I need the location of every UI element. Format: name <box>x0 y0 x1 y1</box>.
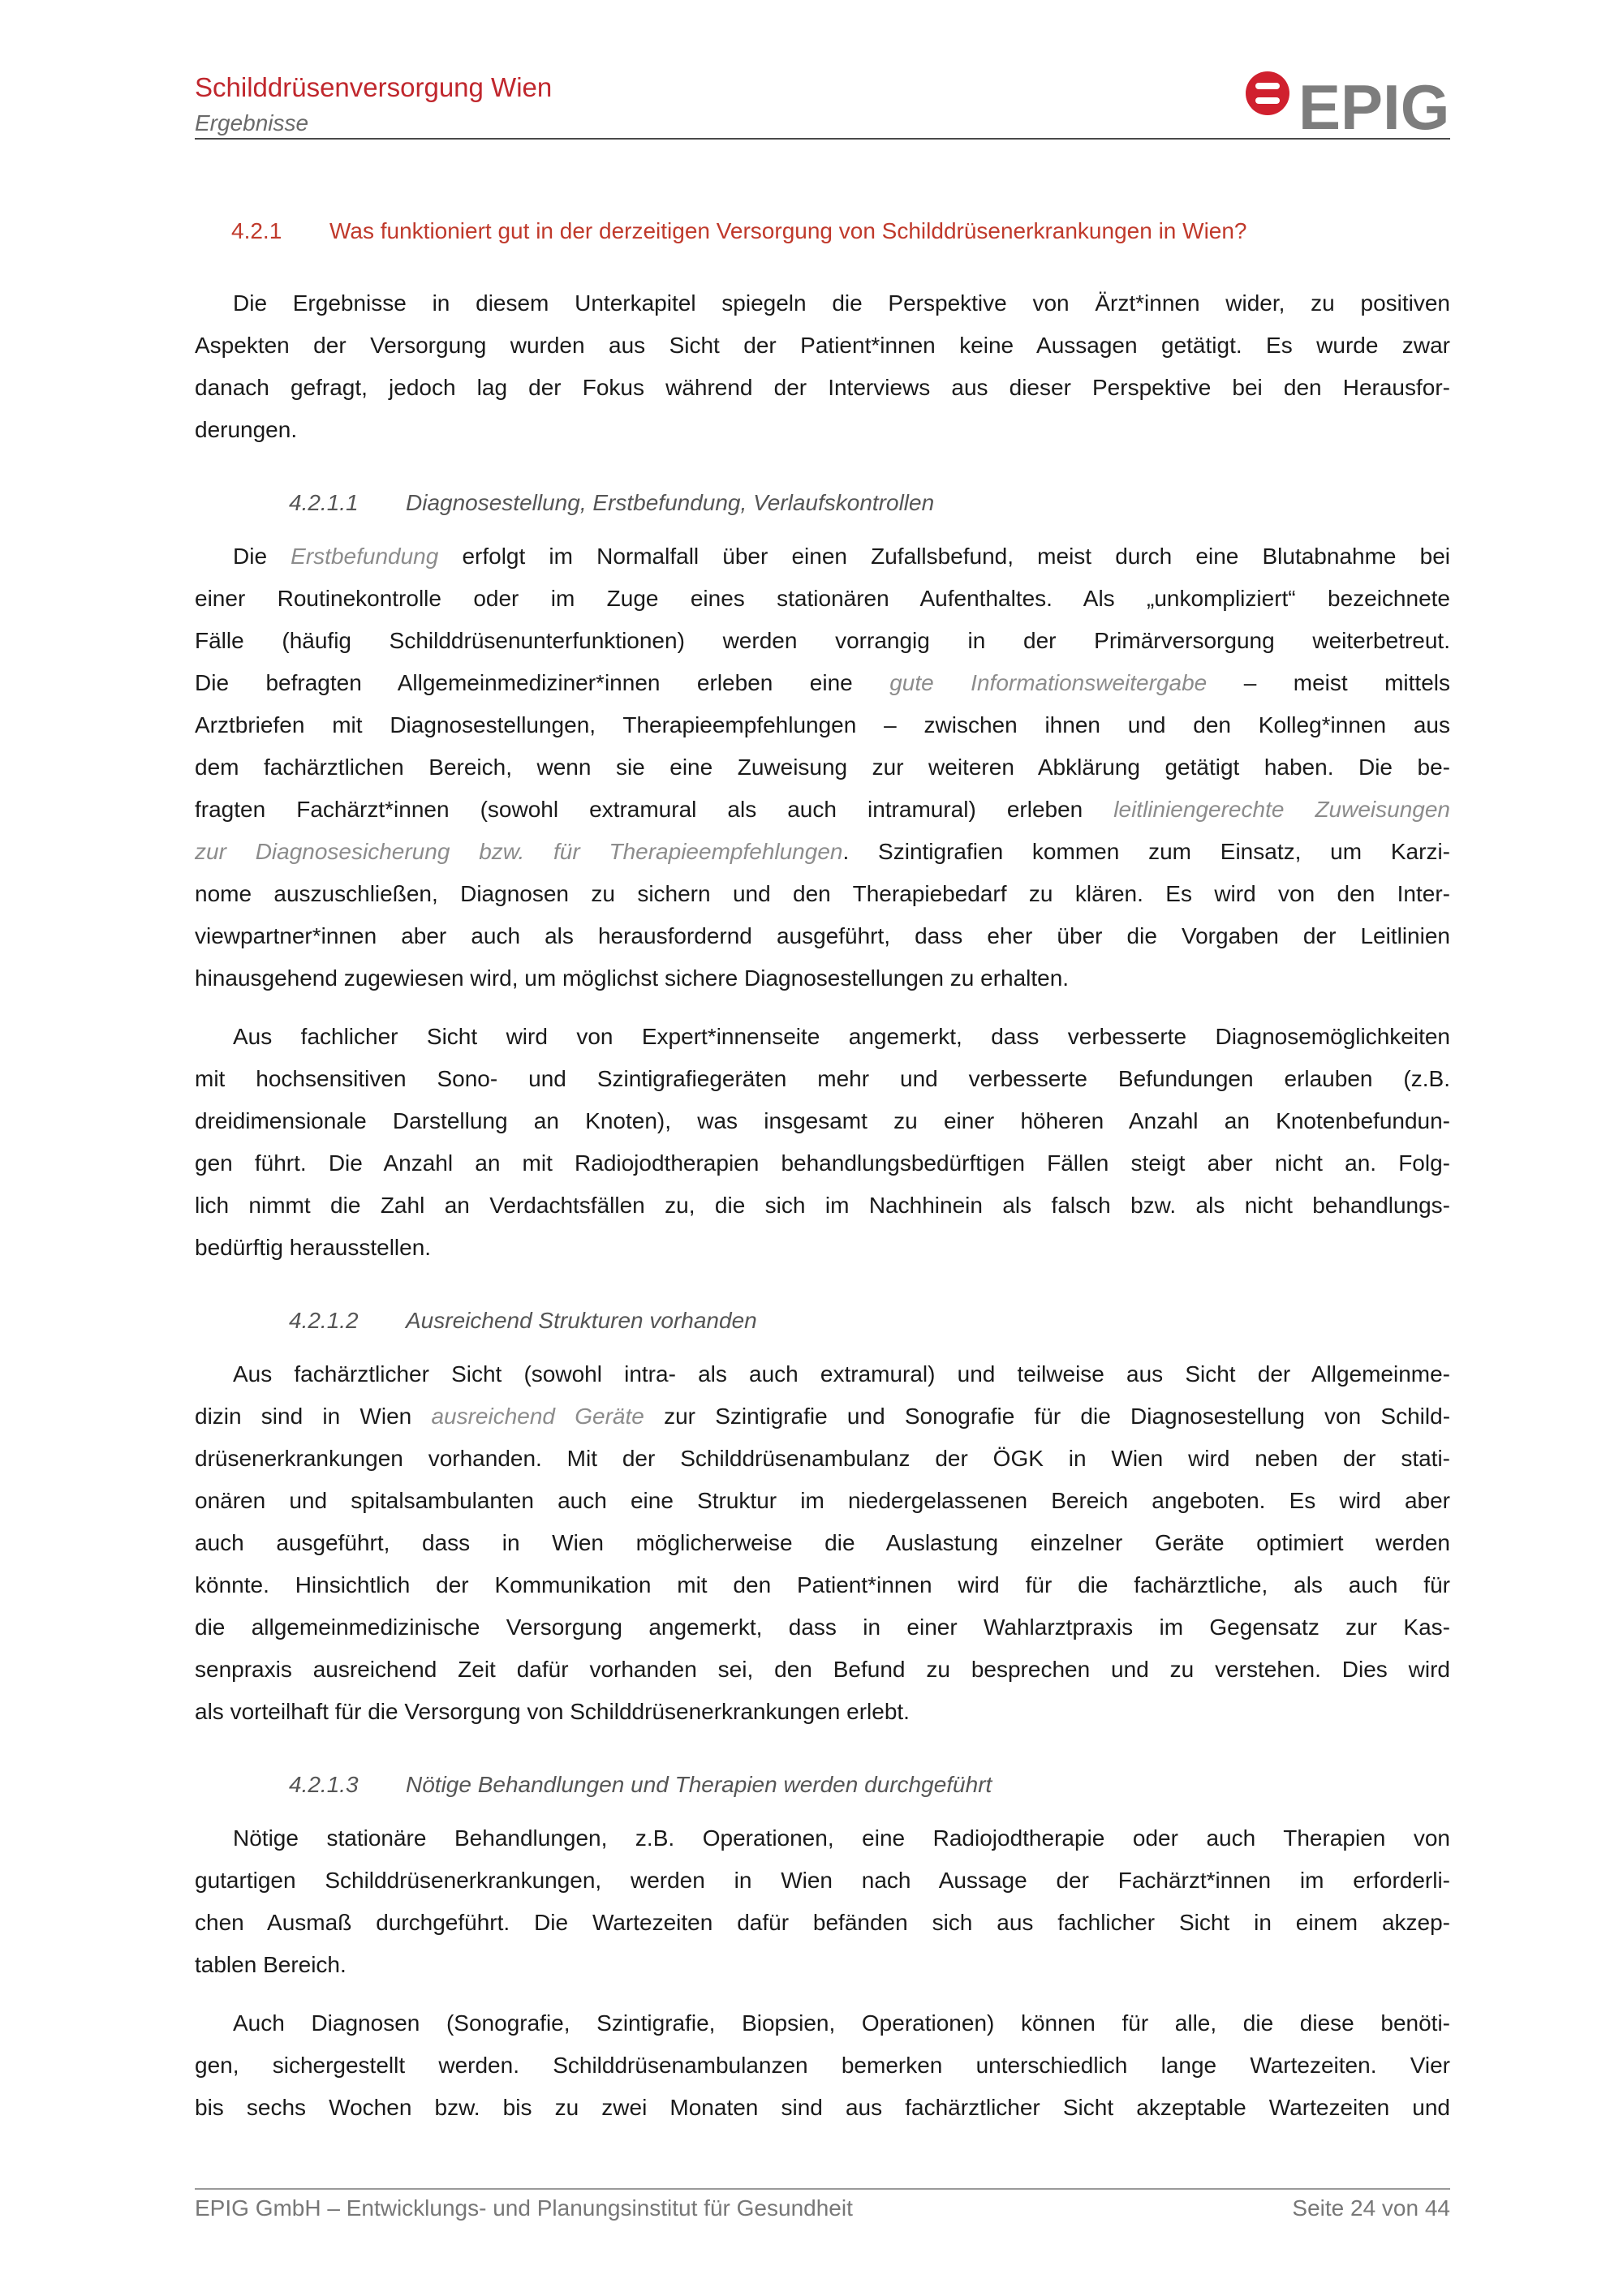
heading-number: 4.2.1 <box>231 218 282 243</box>
paragraph-line <box>195 1058 1450 1100</box>
text-run: . Szintigrafien kommen zum Einsatz, um Karzi- <box>842 839 1450 864</box>
text-run: fragten Fachärzt*innen (sowohl extramural als auch intramural) erleben <box>195 797 1114 822</box>
paragraph-line <box>195 1522 1450 1564</box>
paragraph-line <box>195 367 1450 409</box>
text-run: erfolgt im Normalfall über einen Zufallsbefund, meist durch eine Blutabnahme bei <box>438 544 1451 569</box>
epig-logo <box>1238 63 1453 138</box>
text-run: gen führt. Die Anzahl an mit Radiojodtherapien behandlungsbedürftigen Fällen steigt aber nicht an. Folg- <box>195 1150 1450 1176</box>
heading-title: Was funktioniert gut in der derzeitigen Versorgung von Schilddrüsenerkrankungen in Wien? <box>329 218 1247 243</box>
paragraph-line <box>195 325 1450 367</box>
text-run: als vorteilhaft für die Versorgung von Schilddrüsenerkrankungen erlebt. <box>195 1699 910 1724</box>
logo-wordmark: EPIG <box>1298 71 1450 138</box>
paragraph-line <box>195 1944 1450 1986</box>
paragraph-line <box>195 831 1450 873</box>
paragraph-line <box>195 1564 1450 1606</box>
paragraph-line <box>195 1142 1450 1185</box>
paragraph <box>195 1817 1450 1986</box>
text-run: Aus fachärztlicher Sicht (sowohl intra- als auch extramural) und teilweise aus Sicht der Allgemeinme- <box>233 1361 1450 1387</box>
text-run: viewpartner*innen aber auch als herausfordernd ausgeführt, dass eher über die Vorgaben der Leitlinien <box>195 923 1450 948</box>
section-heading <box>195 210 1450 252</box>
paragraph <box>195 282 1450 451</box>
highlighted-term: gute Informationsweitergabe <box>889 670 1208 695</box>
highlighted-term: ausreichend Geräte <box>431 1404 644 1429</box>
subsection-heading <box>195 1764 1450 1806</box>
text-run: hinausgehend zugewiesen wird, um möglichst sichere Diagnosestellungen zu erhalten. <box>195 965 1070 991</box>
text-run: zur Szintigrafie und Sonografie für die Diagnosestellung von Schild- <box>644 1404 1451 1429</box>
paragraph-line <box>195 409 1450 451</box>
paragraph-line <box>195 1817 1450 1860</box>
heading-number: 4.2.1.3 <box>289 1772 359 1797</box>
text-run: bedürftig herausstellen. <box>195 1235 432 1260</box>
paragraph-line <box>195 1438 1450 1480</box>
paragraph-line <box>195 1860 1450 1902</box>
paragraph-line <box>195 957 1450 1000</box>
text-run: tablen Bereich. <box>195 1952 347 1977</box>
page-number: Seite 24 von 44 <box>1292 2195 1450 2221</box>
paragraph-line <box>195 282 1450 325</box>
paragraph <box>195 1353 1450 1733</box>
paragraph-line <box>195 2044 1450 2087</box>
text-run: mit hochsensitiven Sono- und Szintigrafiegeräten mehr und verbesserte Befundungen erlauben (z.B. <box>195 1066 1450 1091</box>
footer-organization: EPIG GmbH – Entwicklungs- und Planungsinstitut für Gesundheit <box>195 2195 853 2221</box>
text-run: gen, sichergestellt werden. Schilddrüsenambulanzen bemerken unterschiedlich lange Wartezeiten. Vier <box>195 2053 1450 2078</box>
highlighted-term: zur Diagnosesicherung bzw. für Therapieempfehlungen <box>195 839 843 864</box>
text-run: onären und spitalsambulanten auch eine Struktur im niedergelassenen Bereich angeboten. Es wird aber <box>195 1488 1450 1513</box>
highlighted-term: leitliniengerechte Zuweisungen <box>1113 797 1451 822</box>
text-run: die allgemeinmedizinische Versorgung angemerkt, dass in einer Wahlarztpraxis im Gegensatz zur Kas- <box>195 1615 1450 1640</box>
subsection-heading <box>195 1300 1450 1342</box>
paragraph-line <box>195 704 1450 746</box>
main-content <box>195 210 1450 2129</box>
paragraph-line <box>195 1100 1450 1142</box>
chapter-subtitle: Ergebnisse <box>195 110 309 135</box>
text-run: Die Ergebnisse in diesem Unterkapitel spiegeln die Perspektive von Ärzt*innen wider, zu positiven <box>233 290 1450 316</box>
heading-title: Diagnosestellung, Erstbefundung, Verlaufskontrollen <box>406 490 935 515</box>
paragraph-line <box>195 2002 1450 2044</box>
text-run: danach gefragt, jedoch lag der Fokus während der Interviews aus dieser Perspektive bei den Herausfor- <box>195 375 1450 400</box>
text-run: bis sechs Wochen bzw. bis zu zwei Monaten sind aus fachärztlicher Sicht akzeptable Wartezeiten und <box>195 2095 1450 2120</box>
heading-number: 4.2.1.2 <box>289 1308 359 1333</box>
paragraph-line <box>195 620 1450 662</box>
paragraph-line <box>195 1606 1450 1649</box>
footer-divider <box>195 2188 1450 2190</box>
text-run: Auch Diagnosen (Sonografie, Szintigrafie, Biopsien, Operationen) können für alle, die diese benöti- <box>233 2010 1450 2036</box>
text-run: Arztbriefen mit Diagnosestellungen, Therapieempfehlungen – zwischen ihnen und den Kolleg*innen aus <box>195 712 1450 737</box>
paragraph-line <box>195 578 1450 620</box>
text-run: senpraxis ausreichend Zeit dafür vorhanden sei, den Befund zu besprechen und zu verstehen. Dies wird <box>195 1657 1450 1682</box>
paragraph <box>195 535 1450 1000</box>
epig-logo-icon <box>1246 71 1289 115</box>
document-title: Schilddrüsenversorgung Wien <box>195 72 553 102</box>
text-run: Aus fachlicher Sicht wird von Expert*innenseite angemerkt, dass verbesserte Diagnosemöglichkeiten <box>233 1024 1450 1049</box>
text-run: dem fachärztlichen Bereich, wenn sie eine Zuweisung zur weiteren Abklärung getätigt haben. Die be- <box>195 755 1450 780</box>
paragraph-line <box>195 873 1450 915</box>
header-divider <box>195 138 1450 140</box>
paragraph-line <box>195 1691 1450 1733</box>
text-run: – meist mittels <box>1207 670 1451 695</box>
text-run: lich nimmt die Zahl an Verdachtsfällen zu, die sich im Nachhinein als falsch bzw. als nicht behandlungs- <box>195 1193 1450 1218</box>
paragraph-line <box>195 2087 1450 2129</box>
paragraph-line <box>195 1480 1450 1522</box>
text-run: Nötige stationäre Behandlungen, z.B. Operationen, eine Radiojodtherapie oder auch Therapien von <box>233 1825 1450 1851</box>
text-run: Aspekten der Versorgung wurden aus Sicht der Patient*innen keine Aussagen getätigt. Es wurde zwar <box>195 333 1450 358</box>
paragraph-line <box>195 535 1450 578</box>
paragraph <box>195 1016 1450 1269</box>
heading-number: 4.2.1.1 <box>289 490 359 515</box>
paragraph <box>195 2002 1450 2129</box>
text-run: einer Routinekontrolle oder im Zuge eines stationären Aufenthaltes. Als „unkompliziert“ bezeichnete <box>195 586 1450 611</box>
paragraph-line <box>195 662 1450 704</box>
paragraph-line <box>195 746 1450 789</box>
paragraph-line <box>195 1227 1450 1269</box>
paragraph-line <box>195 789 1450 831</box>
paragraph-line <box>195 915 1450 957</box>
paragraph-line <box>195 1902 1450 1944</box>
text-run: könnte. Hinsichtlich der Kommunikation mit den Patient*innen wird für die fachärztliche, als auch für <box>195 1572 1450 1597</box>
subsection-heading <box>195 482 1450 524</box>
text-run: derungen. <box>195 417 298 442</box>
text-run: Die befragten Allgemeinmediziner*innen erleben eine <box>195 670 890 695</box>
text-run: gutartigen Schilddrüsenerkrankungen, werden in Wien nach Aussage der Fachärzt*innen im erforderli- <box>195 1868 1450 1893</box>
highlighted-term: Erstbefundung <box>291 544 439 569</box>
text-run: drüsenerkrankungen vorhanden. Mit der Schilddrüsenambulanz der ÖGK in Wien wird neben der stati- <box>195 1446 1450 1471</box>
text-run: dizin sind in Wien <box>195 1404 432 1429</box>
paragraph-line <box>195 1395 1450 1438</box>
text-run: auch ausgeführt, dass in Wien möglicherweise die Auslastung einzelner Geräte optimiert werden <box>195 1530 1450 1555</box>
text-run: Die <box>233 544 291 569</box>
text-run: Fälle (häufig Schilddrüsenunterfunktionen) werden vorrangig in der Primärversorgung weiterbetreut. <box>195 628 1450 653</box>
paragraph-line <box>195 1185 1450 1227</box>
paragraph-line <box>195 1649 1450 1691</box>
paragraph-line <box>195 1016 1450 1058</box>
paragraph-line <box>195 1353 1450 1395</box>
text-run: chen Ausmaß durchgeführt. Die Wartezeiten dafür befänden sich aus fachlicher Sicht in einem akzep- <box>195 1910 1450 1935</box>
heading-title: Ausreichend Strukturen vorhanden <box>406 1308 757 1333</box>
heading-title: Nötige Behandlungen und Therapien werden durchgeführt <box>406 1772 992 1797</box>
text-run: dreidimensionale Darstellung an Knoten), was insgesamt zu einer höheren Anzahl an Knotenbefundun- <box>195 1108 1450 1133</box>
text-run: nome auszuschließen, Diagnosen zu sichern und den Therapiebedarf zu klären. Es wird von den Inter- <box>195 881 1450 906</box>
